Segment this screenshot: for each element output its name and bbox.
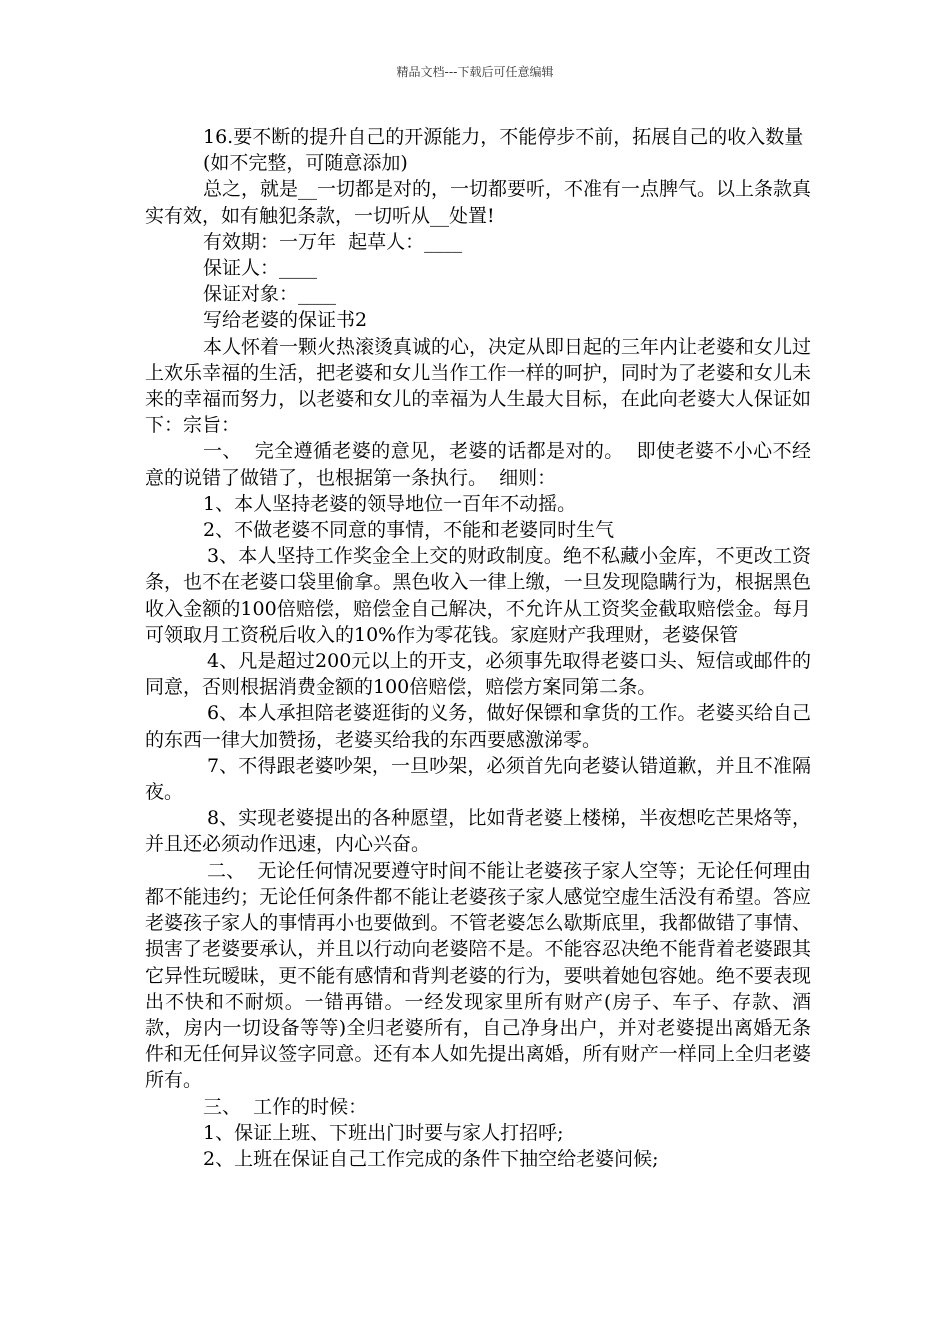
- paragraph-rule-6: 6、本人承担陪老婆逛街的义务，做好保镖和拿货的工作。老婆买给自己的东西一律大加赞扬，老婆买给我的东西要感激涕零。: [145, 702, 811, 751]
- page-header: 精品文档---下载后可任意编辑: [396, 65, 554, 79]
- paragraph-note: (如不完整，可随意添加): [203, 152, 408, 175]
- document-body: [145, 124, 811, 1172]
- paragraph-summary: 总之，就是__一切都是对的，一切都要听，不准有一点脾气。以上条款真实有效，如有触犯条款，一切听从__处置!: [145, 178, 812, 227]
- paragraph-rule-7: 7、不得跟老婆吵架，一旦吵架，必须首先向老婆认错道歉，并且不准隔夜。: [145, 754, 811, 804]
- paragraph-guarantee-target: 保证对象：____: [203, 283, 337, 306]
- paragraph-principle-2: 二、 无论任何情况要遵守时间不能让老婆孩子家人空等；无论任何理由都不能违约；无论任何条件都不能让老婆孩子家人感觉空虚生活没有希望。答应老婆孩子家人的事情再小也要做到。不管老婆怎么歇斯底里，我都做错了事情、损害了老婆要承认，并且以行动向老婆陪不是。不能容忍决绝不能背着老婆跟其它异性玩暧昧，更不能有感情和背判老婆的行为，要哄着她包容她。绝不要表现出不快和不耐烦。一错再错。一经发现家里所有财产(房子、车子、存款、酒款，房内一切设备等等)全归老婆所有，自己净身出户，并对老婆提出离婚无条件和无任何异议签字同意。还有本人如先提出离婚，所有财产一样同上全归老婆所有。: [145, 859, 811, 1092]
- section-title: 写给老婆的保证书2: [203, 309, 368, 332]
- paragraph-rule-3: 3、本人坚持工作奖金全上交的财政制度。绝不私藏小金库，不更改工资条，也不在老婆口袋里偷拿。黑色收入一律上缴，一旦发现隐瞒行为，根据黑色收入金额的100倍赔偿，赔偿金自己解决，不允许从工资奖金截取赔偿金。每月可领取月工资税后收入的10%作为零花钱。家庭财产我理财，老婆保管: [145, 545, 811, 646]
- paragraph-principle-1: 一、 完全遵循老婆的意见，老婆的话都是对的。 即使老婆不小心不经意的说错了做错了，也根据第一条执行。 细则：: [145, 440, 811, 489]
- paragraph-guarantor: 保证人：____: [203, 257, 318, 280]
- paragraph-work-2: 2、上班在保证自己工作完成的条件下抽空给老婆问候;: [203, 1147, 659, 1170]
- paragraph-rule-4: 4、凡是超过200元以上的开支，必须事先取得老婆口头、短信或邮件的同意，否则根据消费金额的100倍赔偿，赔偿方案同第二条。: [145, 650, 811, 699]
- paragraph-item-16: 16.要不断的提升自己的开源能力，不能停步不前，拓展自己的收入数量: [203, 126, 804, 148]
- paragraph-intro: 本人怀着一颗火热滚烫真诚的心，决定从即日起的三年内让老婆和女儿过上欢乐幸福的生活，把老婆和女儿当作工作一样的呵护，同时为了老婆和女儿未来的幸福而努力，以老婆和女儿的幸福为人生最大目标，在此向老婆大人保证如下：宗旨：: [145, 335, 812, 437]
- paragraph-validity: 有效期：一万年 起草人：____: [203, 230, 463, 253]
- paragraph-rule-8: 8、实现老婆提出的各种愿望，比如背老婆上楼梯，半夜想吃芒果烙等，并且还必须动作迅速，内心兴奋。: [145, 807, 811, 856]
- paragraph-rule-2: 2、不做老婆不同意的事情，不能和老婆同时生气: [203, 519, 615, 542]
- paragraph-work-1: 1、保证上班、下班出门时要与家人打招呼;: [203, 1121, 564, 1144]
- paragraph-principle-3: 三、 工作的时候：: [203, 1095, 368, 1118]
- paragraph-rule-1: 1、本人坚持老婆的领导地位一百年不动摇。: [203, 492, 577, 515]
